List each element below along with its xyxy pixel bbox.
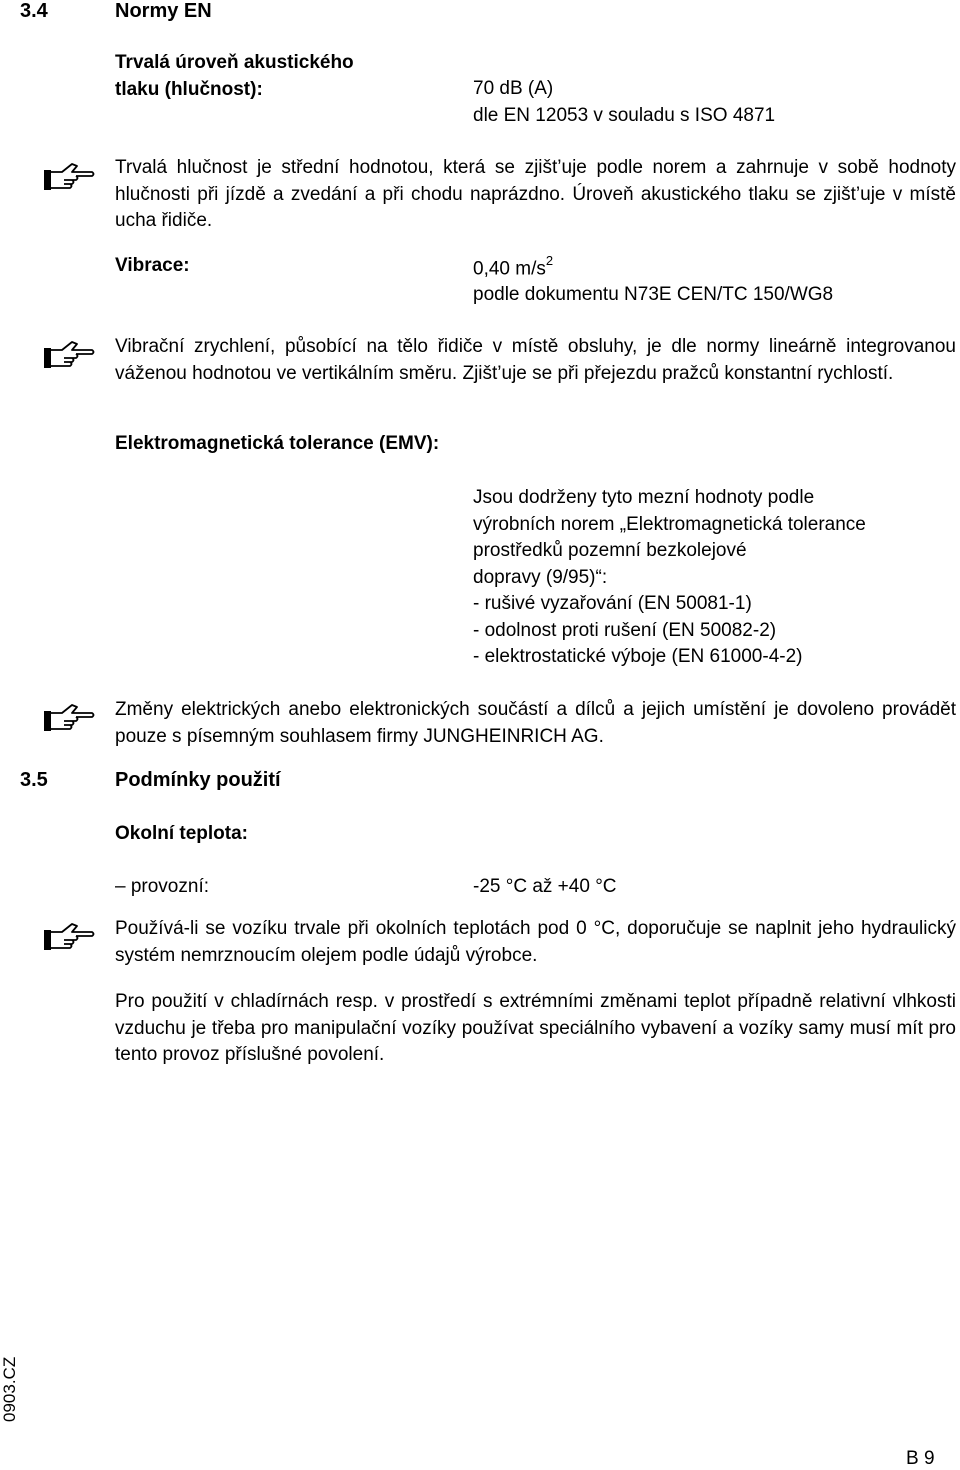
list-item: - elektrostatické výboje (EN 61000-4-2) [473, 646, 803, 667]
section-title-3-4: Normy EN [115, 0, 212, 22]
note-vibration: Vibrační zrychlení, působící na tělo řidiče v místě obsluhy, je dle normy lineárně integrovanou váženou hodnotou ve vertikálním směru. Zjišt’uje se při přejezdu pražců konstantní rychlostí. [115, 336, 956, 384]
noise-value: 70 dB (A) dle EN 12053 v souladu s ISO 4871 [473, 78, 776, 126]
operating-value: -25 °C až +40 °C [473, 876, 617, 897]
emv-list [473, 485, 866, 671]
note-changes: Změny elektrických anebo elektronických součástí a dílců a jejich umístění je dovoleno provádět pouze s písemným souhlasem firmy JUNGHEINRICH AG. [115, 699, 956, 747]
section-number-3-5: 3.5 [20, 769, 48, 791]
pointing-hand-icon [42, 160, 96, 196]
noise-label: Trvalá úroveň akustického tlaku (hlučnost): [115, 52, 354, 100]
list-item: - odolnost proti rušení (EN 50082-2) [473, 619, 777, 641]
section-number-3-4: 3.4 [20, 0, 48, 22]
temperature-heading: Okolní teplota: [115, 823, 248, 844]
vibration-value: 0,40 $m/s^2$ [473, 253, 554, 280]
pointing-hand-icon [42, 701, 96, 737]
operating-label: – provozní: [115, 876, 209, 897]
emv-label: Elektromagnetická tolerance (EMV): [115, 433, 440, 454]
pointing-hand-icon [42, 920, 96, 956]
cold-storage-paragraph: Pro použití v chladírnách resp. v prostředí s extrémními změnami teplot případně relativní vlhkosti vzduchu je třeba pro manipulační vozíky používat speciálního vybavení a vozíky samy musí mít pro tento provoz příslušné povolení. [115, 991, 956, 1065]
section-title-3-5: Podmínky použití [115, 769, 281, 791]
vibration-label: Vibrace: [115, 255, 190, 276]
note-temperature: Používá-li se vozíku trvale při okolních teplotách pod 0 °C, doporučuje se naplnit jeho hydraulický systém nemrznoucím olejem podle údajů výrobce. [115, 918, 956, 966]
vibration-document: podle dokumentu N73E CEN/TC 150/WG8 [473, 284, 834, 305]
list-item: Jsou dodrženy tyto mezní hodnoty podle [473, 487, 815, 508]
list-item: dopravy (9/95)“: [473, 566, 608, 588]
list-item: prostředků pozemní bezkolejové [473, 540, 747, 561]
document-id: 0903.CZ [0, 1356, 19, 1422]
page-number: B 9 [906, 1448, 935, 1469]
pointing-hand-icon [42, 338, 96, 374]
list-item: - rušivé vyzařování (EN 50081-1) [473, 593, 752, 614]
list-item: výrobních norem „Elektromagnetická tolerance [473, 513, 866, 535]
note-noise: Trvalá hlučnost je střední hodnotou, která se zjišt’uje podle norem a zahrnuje v sobě hodnoty hlučnosti při jízdě a zvedání a při chodu naprázdno. Úroveň akustického tlaku se zjišt’uje v místě ucha řidiče. [115, 157, 956, 231]
